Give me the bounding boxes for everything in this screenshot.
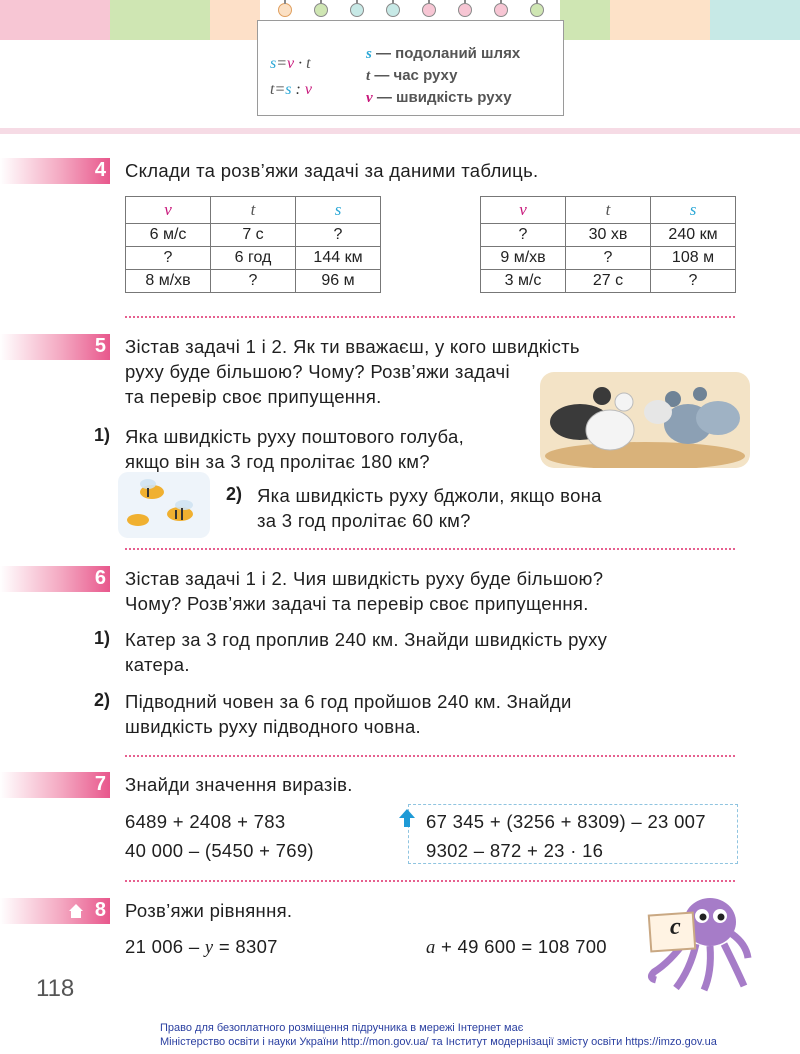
table-cell: 30 хв [566,224,651,247]
octopus-illustration [640,892,752,994]
expression-3: 67 345 + (3256 + 8309) – 23 007 [426,811,706,832]
task-6-part-2-line-2: швидкість руху підводного човна. [125,716,421,737]
table-cell: ? [211,270,296,293]
table-cell: 108 м [651,247,736,270]
task-5-line-2: руху буде більшою? Чому? Розв’яжи задачі [125,361,510,382]
table-cell: 6 м/с [126,224,211,247]
top-strip-3 [210,0,260,40]
task-5-part-1-line-2: якщо він за 3 год пролітає 180 км? [125,451,430,472]
task-5-marker: 5 [0,334,110,360]
table-cell: 144 км [296,247,381,270]
task-6-part-1-label: 1) [94,628,111,648]
top-strip-1 [0,0,110,40]
task-6-marker: 6 [0,566,110,592]
task-4-text: Склади та розв’яжи задачі за даними таблиць. [125,160,539,181]
task-5-line-1: Зістав задачі 1 і 2. Як ти вважаєш, у кого швидкість [125,336,580,357]
table-cell: ? [126,247,211,270]
task-8-text: Розв’яжи рівняння. [125,900,293,921]
top-strip-4 [560,0,610,40]
expression-1: 6489 + 2408 + 783 [125,811,286,832]
table-header-s: s [651,197,736,224]
home-icon [68,903,84,919]
legend-v: v — швидкість руху [366,89,512,106]
table-cell: 240 км [651,224,736,247]
task-4-marker: 4 [0,158,110,184]
task-6-part-1-line-2: катера. [125,654,190,675]
task-8-marker: 8 [0,898,110,924]
formula-time: t=s : v [270,81,312,98]
table-header-t: t [211,197,296,224]
equation-1: 21 006 – y = 8307 [125,936,278,958]
top-strip-2 [110,0,210,40]
task-5-part-1-line-1: Яка швидкість руху поштового голуба, [125,426,465,447]
task-6-part-1-line-1: Катер за 3 год проплив 240 км. Знайди швидкість руху [125,629,608,650]
footer-line-1: Право для безоплатного розміщення підручника в мережі Інтернет має [160,1022,524,1034]
table-cell: ? [481,224,566,247]
divider [125,548,735,550]
task-5-part-2-label: 2) [226,484,243,504]
divider [125,316,735,318]
task-6-part-2-line-1: Підводний човен за 6 год пройшов 240 км. Знайди [125,691,572,712]
task-6-part-2-label: 2) [94,690,111,710]
task-7-marker: 7 [0,772,110,798]
legend-t: t — час руху [366,67,458,84]
bees-illustration [118,472,210,538]
table-header-t: t [566,197,651,224]
table-cell: 6 год [211,247,296,270]
table-header-v: v [126,197,211,224]
legend-s: s — подоланий шлях [366,45,521,62]
top-strip-6 [710,0,800,40]
task-5-line-3: та перевір своє припущення. [125,386,382,407]
table-2 [480,196,736,293]
table-header-v: v [481,197,566,224]
top-strip-5 [610,0,710,40]
table-cell: ? [651,270,736,293]
divider [125,880,735,882]
task-7-text: Знайди значення виразів. [125,774,353,795]
pigeons-illustration [540,372,750,468]
table-cell: 7 с [211,224,296,247]
task-5-part-2-line-2: за 3 год пролітає 60 км? [257,510,471,531]
task-6-line-1: Зістав задачі 1 і 2. Чия швидкість руху буде більшою? [125,568,604,589]
table-cell: 27 с [566,270,651,293]
equation-2: a + 49 600 = 108 700 [426,936,607,958]
formula-distance: s=v · t [270,55,311,72]
arrow-up-icon [398,808,416,828]
task-5-part-2-line-1: Яка швидкість руху бджоли, якщо вона [257,485,602,506]
table-header-s: s [296,197,381,224]
octopus-sign-letter: c [670,914,681,940]
task-5-part-1-label: 1) [94,425,111,445]
table-cell: 3 м/с [481,270,566,293]
footer-line-2: Міністерство освіти і науки України http://mon.gov.ua/ та Інститут модернізації змісту освіти https://imzo.gov.ua [160,1036,717,1048]
table-1 [125,196,381,293]
table-cell: 9 м/хв [481,247,566,270]
table-cell: 96 м [296,270,381,293]
divider [125,755,735,757]
page-number: 118 [36,975,75,1002]
table-cell: ? [566,247,651,270]
expression-2: 40 000 – (5450 + 769) [125,840,314,861]
table-cell: 8 м/хв [126,270,211,293]
expression-4: 9302 – 872 + 23 · 16 [426,840,604,861]
task-6-line-2: Чому? Розв’яжи задачі та перевір своє припущення. [125,593,589,614]
formula-card [257,20,564,116]
header-divider [0,128,800,134]
table-cell: ? [296,224,381,247]
